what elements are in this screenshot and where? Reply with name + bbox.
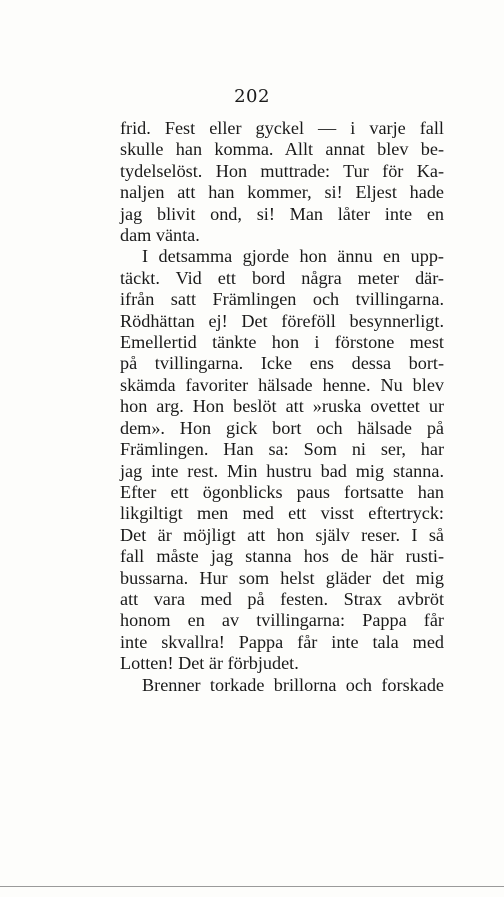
text-line: bussarna. Hur som helst gläder det mig — [120, 567, 444, 588]
text-line: honom en av tvillingarna: Pappa får — [120, 610, 444, 631]
body-text — [120, 118, 444, 696]
paragraph-1 — [120, 118, 444, 246]
text-line: ifrån satt Främlingen och tvillingarna. — [120, 289, 444, 310]
paragraph-2 — [120, 246, 444, 674]
text-line: hon arg. Hon beslöt att »ruska ovettet ur — [120, 396, 444, 417]
page-number: 202 — [234, 86, 270, 107]
text-line: Lotten! Det är förbjudet. — [120, 653, 299, 674]
text-line: på tvillingarna. Icke ens dessa bort- — [120, 353, 444, 374]
text-line: I detsamma gjorde hon ännu en upp- — [142, 246, 444, 267]
text-line: inte skvallra! Pappa får inte tala med — [120, 631, 444, 652]
text-line: fall måste jag stanna hos de här rusti- — [120, 546, 444, 567]
text-line: frid. Fest eller gyckel — i varje fall — [120, 118, 444, 138]
text-line: tydelselöst. Hon muttrade: Tur för Ka- — [120, 160, 444, 181]
text-line: dam vänta. — [120, 225, 200, 246]
text-line: skämda favoriter hälsade henne. Nu blev — [120, 374, 444, 395]
text-line: Brenner torkade brillorna och forskade — [142, 674, 444, 695]
text-line: Det är möjligt att hon själv reser. I så — [120, 524, 444, 545]
text-line: Efter ett ögonblicks paus fortsatte han — [120, 481, 444, 502]
text-line: jag blivit ond, si! Man låter inte en — [120, 203, 444, 224]
text-line: skulle han komma. Allt annat blev be- — [120, 139, 444, 160]
text-line: Emellertid tänkte hon i förstone mest — [120, 332, 444, 353]
text-line: täckt. Vid ett bord några meter där- — [120, 267, 444, 288]
text-line: Främlingen. Han sa: Som ni ser, har — [120, 439, 444, 460]
text-line: jag inte rest. Min hustru bad mig stanna. — [120, 460, 444, 481]
paragraph-3 — [120, 675, 444, 696]
page-edge-divider — [0, 886, 504, 887]
text-line: att vara med på festen. Strax avbröt — [120, 588, 444, 609]
text-line: naljen att han kommer, si! Eljest hade — [120, 182, 444, 203]
text-line: dem». Hon gick bort och hälsade på — [120, 417, 444, 438]
text-line: likgiltigt men med ett visst eftertryck: — [120, 503, 444, 524]
text-line: Rödhättan ej! Det föreföll besynnerligt. — [120, 310, 444, 331]
